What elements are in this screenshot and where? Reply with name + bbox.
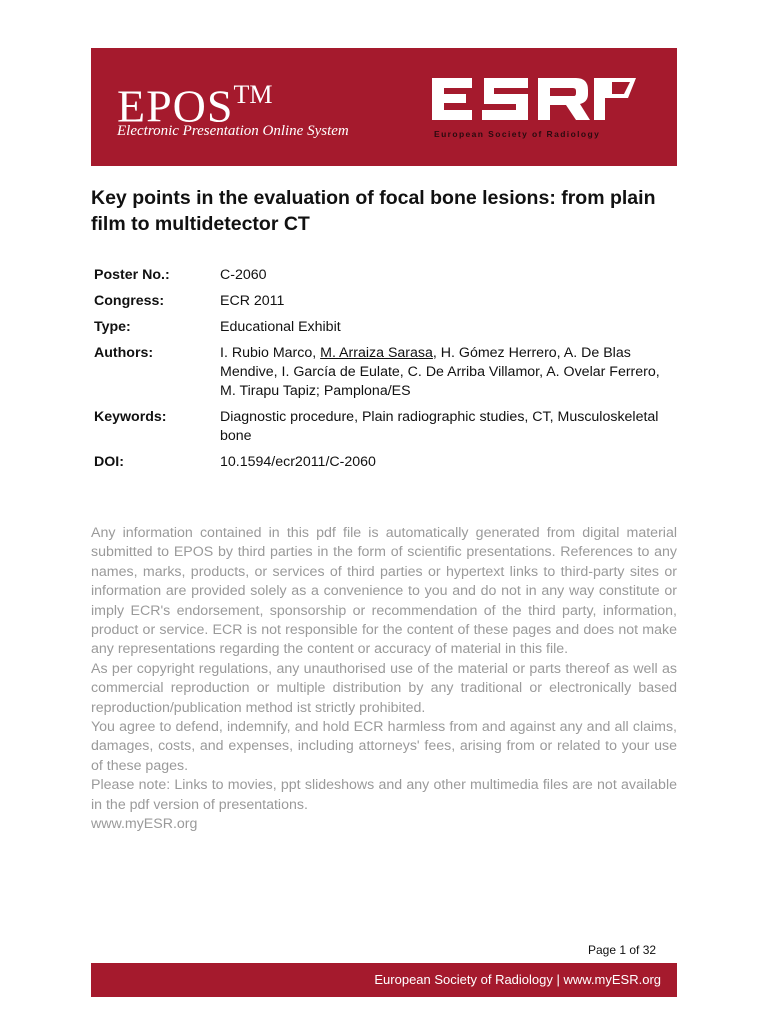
disclaimer-paragraph: Please note: Links to movies, ppt slideshows and any other multimedia files are not available in the pdf version of presentations. bbox=[91, 777, 677, 813]
page-number: Page 1 of 32 bbox=[588, 943, 657, 957]
footer-bar bbox=[91, 963, 677, 997]
disclaimer bbox=[91, 524, 677, 835]
page-title: Key points in the evaluation of focal bone lesions: from plain film to multidetector CT bbox=[91, 187, 656, 235]
esr-subtitle: European Society of Radiology bbox=[434, 129, 601, 139]
meta-key: Poster No.: bbox=[94, 267, 170, 283]
meta-row-keywords bbox=[94, 408, 674, 446]
meta-row-type bbox=[94, 318, 674, 337]
meta-row-authors bbox=[94, 344, 674, 401]
meta-value: 10.1594/ecr2011/C-2060 bbox=[220, 454, 376, 470]
meta-key: Authors: bbox=[94, 345, 154, 361]
meta-key: Type: bbox=[94, 319, 131, 335]
trademark-mark: TM bbox=[233, 80, 273, 109]
meta-row-doi bbox=[94, 453, 674, 472]
meta-value-authors bbox=[220, 344, 674, 401]
epos-subtitle: Electronic Presentation Online System bbox=[117, 123, 349, 139]
meta-row-poster bbox=[94, 266, 674, 285]
esr-logo bbox=[432, 76, 638, 126]
meta-key: Congress: bbox=[94, 293, 165, 309]
poster-metadata bbox=[94, 266, 674, 479]
authors-text: I. Rubio Marco, bbox=[220, 345, 321, 361]
epos-wordmark: EPOS bbox=[117, 80, 234, 132]
meta-key: Keywords: bbox=[94, 409, 167, 425]
meta-row-congress bbox=[94, 292, 674, 311]
meta-value: Diagnostic procedure, Plain radiographic studies, CT, Musculoskeletal bone bbox=[220, 409, 659, 444]
meta-value: Educational Exhibit bbox=[220, 319, 341, 335]
meta-value: C-2060 bbox=[220, 267, 267, 283]
authors-text: , H. Gómez Herrero, A. De Blas Mendive, I. García de Eulate, C. De Arriba Villamor, A. Ovelar Ferrero, M. Tirapu Tapiz; Pamplona/ES bbox=[220, 345, 660, 399]
disclaimer-paragraph: As per copyright regulations, any unauthorised use of the material or parts thereof as well as commercial reproduction or multiple distribution by any traditional or electronically based reproduction/publication method ist strictly prohibited. bbox=[91, 660, 677, 716]
meta-key: DOI: bbox=[94, 454, 124, 470]
website-link[interactable]: www.myESR.org bbox=[91, 816, 198, 833]
header-banner bbox=[91, 48, 677, 166]
disclaimer-paragraph: You agree to defend, indemnify, and hold ECR harmless from and against any and all claims, damages, costs, and expenses, including attorneys' fees, arising from or related to your use of these pages. bbox=[91, 719, 677, 774]
disclaimer-paragraph: Any information contained in this pdf file is automatically generated from digital material submitted to EPOS by third parties in the form of scientific presentations. References to any names, marks, products, or services of third parties or hypertext links to third-party sites or information are provided solely as a convenience to you and do not in any way constitute or imply ECR's endorsement, sponsorship or recommendation of the third party, information, product or service. ECR is not responsible for the content of these pages and does not make any representations regarding the content or accuracy of material in this file. bbox=[91, 525, 677, 658]
presenting-author: M. Arraiza Sarasa bbox=[320, 345, 433, 361]
meta-value: ECR 2011 bbox=[220, 293, 285, 309]
footer-text: European Society of Radiology | www.myESR.org bbox=[374, 972, 661, 987]
